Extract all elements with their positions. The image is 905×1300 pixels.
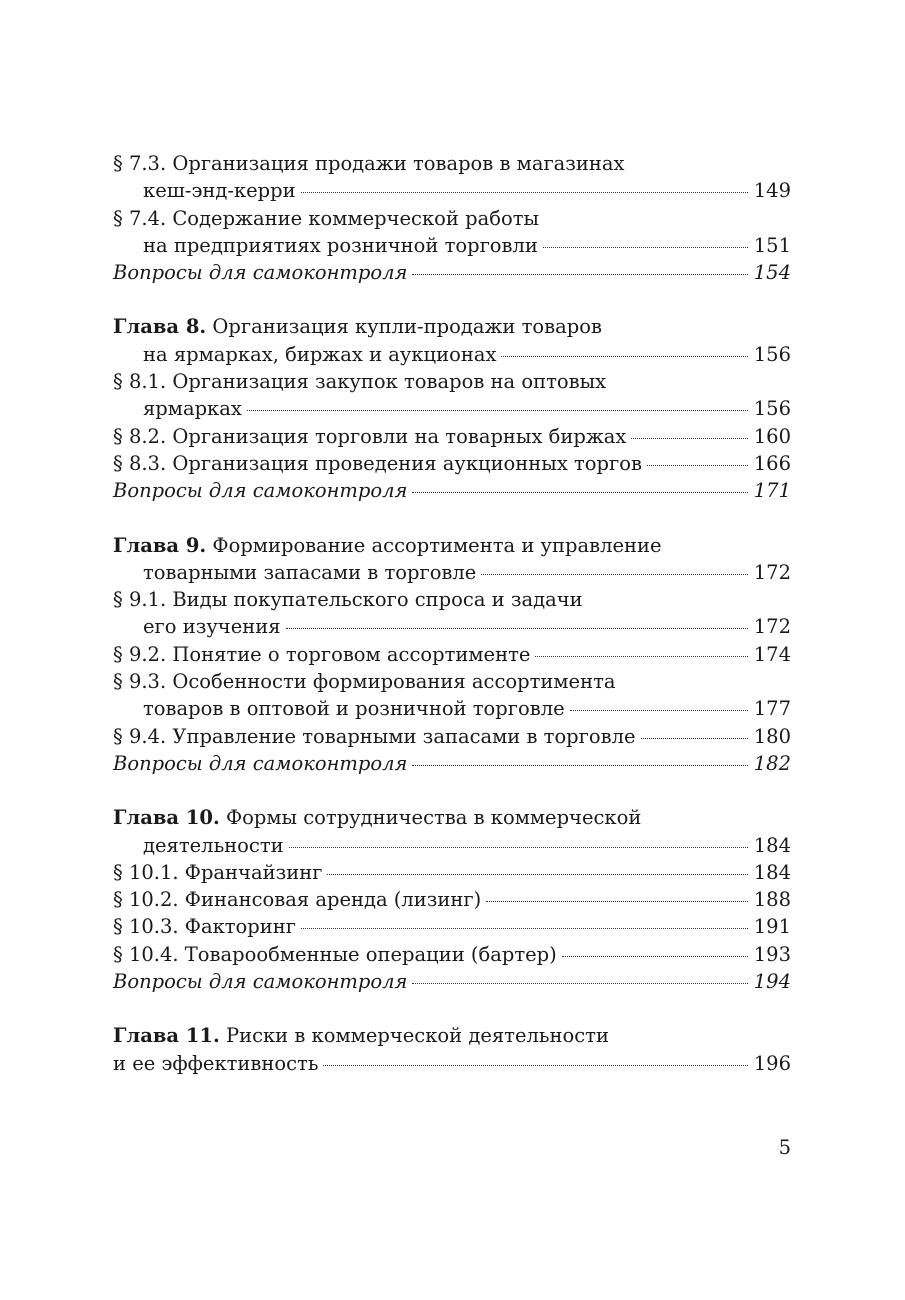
leader-dots <box>562 956 748 957</box>
page-ref: 160 <box>753 424 791 448</box>
toc-entry-9-3-line1: § 9.3. Особенности формирования ассортимента <box>113 670 616 694</box>
toc-entry-8-1-line1: § 8.1. Организация закупок товаров на оптовых <box>113 370 607 394</box>
leader-dots <box>570 710 748 711</box>
toc-entry-9-2[interactable]: § 9.2. Понятие о торговом ассортименте 174 <box>113 641 791 668</box>
page-ref: 172 <box>753 560 791 584</box>
toc-chapter-9-line1: Глава 9. Формирование ассортимента и управление <box>113 533 662 557</box>
toc-chapter-9[interactable]: товарными запасами в торговле 172 <box>113 559 791 586</box>
page-ref: 194 <box>753 970 791 994</box>
leader-dots <box>412 765 747 766</box>
leader-dots <box>286 628 748 629</box>
toc-entry-9-1-line1: § 9.1. Виды покупательского спроса и задачи <box>113 588 583 612</box>
leader-dots <box>501 356 747 357</box>
page-ref: 196 <box>753 1051 791 1075</box>
toc-chapter-11[interactable]: и ее эффективность 196 <box>113 1050 791 1077</box>
toc-entry-8-2[interactable]: § 8.2. Организация торговли на товарных биржах 160 <box>113 423 791 450</box>
page-ref: 191 <box>753 915 791 939</box>
page-ref: 166 <box>753 451 791 475</box>
toc-group-chapter-10 <box>113 804 791 995</box>
toc-entry-7-3[interactable]: кеш-энд-керри 149 <box>113 177 791 204</box>
leader-dots <box>631 438 747 439</box>
toc-entry-7-3-line1: § 7.3. Организация продажи товаров в магазинах <box>113 152 625 175</box>
toc-chapter-10-line1: Глава 10. Формы сотрудничества в коммерческой <box>113 806 642 830</box>
leader-dots <box>412 983 747 984</box>
toc-entry-8-1[interactable]: ярмарках 156 <box>113 395 791 422</box>
toc-group-chapter-9 <box>113 532 791 778</box>
leader-dots <box>412 492 747 493</box>
toc-entry-8-3[interactable]: § 8.3. Организация проведения аукционных торгов 166 <box>113 450 791 477</box>
page-ref: 184 <box>753 833 791 857</box>
leader-dots <box>412 274 747 275</box>
toc-chapter-10[interactable]: деятельности 184 <box>113 832 791 859</box>
page-number: 5 <box>778 1136 791 1159</box>
page-ref: 177 <box>753 697 791 721</box>
leader-dots <box>289 847 748 848</box>
leader-dots <box>647 465 748 466</box>
page-ref: 193 <box>753 942 791 966</box>
leader-dots <box>301 192 748 193</box>
leader-dots <box>247 410 748 411</box>
toc-entry-9-1[interactable]: его изучения 172 <box>113 613 791 640</box>
toc-entry-questions-7[interactable]: Вопросы для самоконтроля 154 <box>113 259 791 286</box>
toc-entry-7-4[interactable]: на предприятиях розничной торговли 151 <box>113 232 791 259</box>
leader-dots <box>543 247 748 248</box>
page-ref: 174 <box>753 642 791 666</box>
toc-group-chapter-11 <box>113 1022 791 1077</box>
toc-entry-10-3[interactable]: § 10.3. Факторинг 191 <box>113 913 791 940</box>
toc-entry-questions-8[interactable]: Вопросы для самоконтроля 171 <box>113 477 791 504</box>
leader-dots <box>301 928 748 929</box>
leader-dots <box>327 874 747 875</box>
toc-group-chapter-8 <box>113 313 791 504</box>
toc-entry-10-1[interactable]: § 10.1. Франчайзинг 184 <box>113 859 791 886</box>
page-ref: 156 <box>753 397 791 421</box>
toc-entry-9-3[interactable]: товаров в оптовой и розничной торговле 177 <box>113 695 791 722</box>
page-ref: 171 <box>753 479 791 503</box>
toc-entry-questions-9[interactable]: Вопросы для самоконтроля 182 <box>113 750 791 777</box>
toc-group-chapter-7-end <box>113 150 791 286</box>
toc-entry-7-4-line1: § 7.4. Содержание коммерческой работы <box>113 206 540 230</box>
toc-chapter-8[interactable]: на ярмарках, биржах и аукционах 156 <box>113 341 791 368</box>
toc-chapter-8-line1: Глава 8. Организация купли-продажи товаров <box>113 315 602 339</box>
page-ref: 156 <box>753 342 791 366</box>
page-ref: 188 <box>753 888 791 912</box>
table-of-contents <box>113 150 791 1104</box>
page-ref: 151 <box>753 233 791 257</box>
leader-dots <box>323 1065 747 1066</box>
toc-entry-10-4[interactable]: § 10.4. Товарообменные операции (бартер) 193 <box>113 941 791 968</box>
toc-entry-questions-10[interactable]: Вопросы для самоконтроля 194 <box>113 968 791 995</box>
page-ref: 149 <box>753 179 791 203</box>
leader-dots <box>535 656 747 657</box>
leader-dots <box>641 738 748 739</box>
page-ref: 172 <box>753 615 791 639</box>
leader-dots <box>486 901 748 902</box>
page-ref: 180 <box>753 724 791 748</box>
toc-entry-9-4[interactable]: § 9.4. Управление товарными запасами в торговле 180 <box>113 723 791 750</box>
page-ref: 184 <box>753 860 791 884</box>
toc-chapter-11-line1: Глава 11. Риски в коммерческой деятельности <box>113 1024 609 1048</box>
leader-dots <box>481 574 747 575</box>
page-ref: 154 <box>753 261 791 285</box>
toc-entry-10-2[interactable]: § 10.2. Финансовая аренда (лизинг) 188 <box>113 886 791 913</box>
page-ref: 182 <box>753 751 791 775</box>
